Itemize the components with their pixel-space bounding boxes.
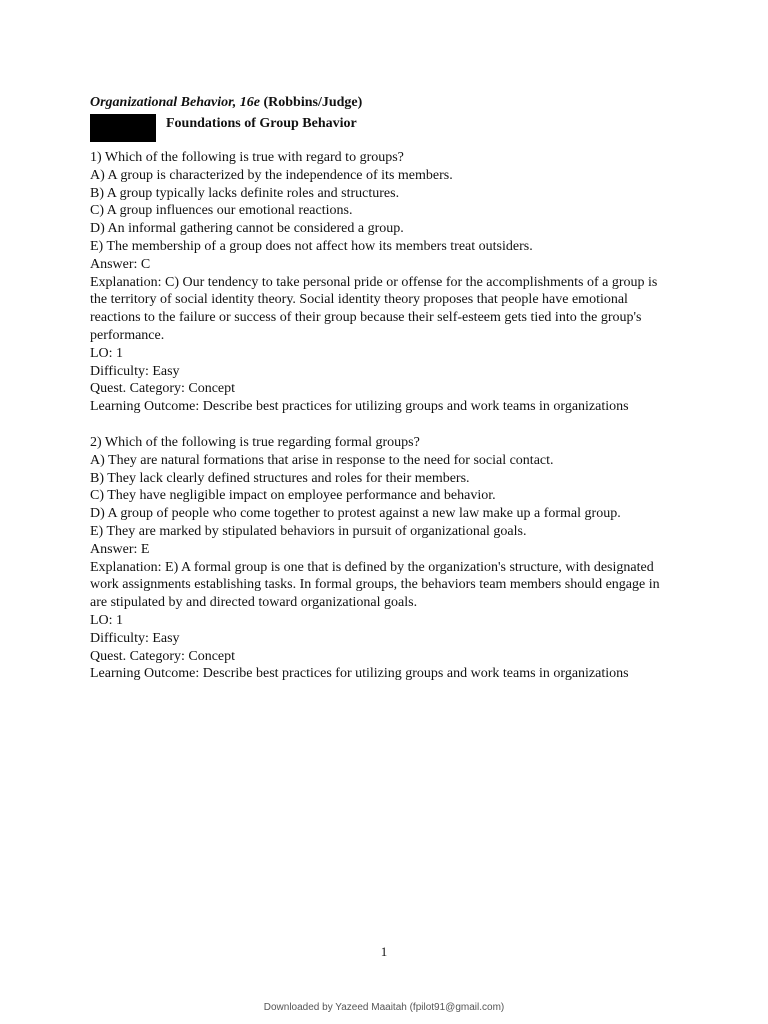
document-header <box>90 94 690 142</box>
book-authors: (Robbins/Judge) <box>259 95 363 110</box>
download-footer: Downloaded by Yazeed Maaitah (fpilot91@gmail.com) <box>263 1002 505 1013</box>
option-a: A) They are natural formations that arise in response to the need for social contact. <box>90 452 554 468</box>
question-category: Quest. Category: Concept <box>90 381 236 397</box>
explanation: Explanation: C) Our tendency to take personal pride or offense for the accomplishments of a group is the territory of social identity theory. Social identity theory proposes that people have emotional reactions to the failure or success of their group because their self-esteem gets tied into the group's performance. <box>90 274 658 343</box>
questions-list <box>90 149 690 701</box>
option-a: A) A group is characterized by the independence of its members. <box>90 167 453 183</box>
option-b: B) They lack clearly defined structures and roles for their members. <box>90 470 470 486</box>
answer: Answer: E <box>90 541 150 557</box>
book-title: Organizational Behavior, 16e <box>90 95 260 110</box>
question-1 <box>90 149 690 416</box>
learning-outcome: Learning Outcome: Describe best practices for utilizing groups and work teams in organizations <box>90 399 629 415</box>
option-c: C) They have negligible impact on employee performance and behavior. <box>90 488 496 504</box>
chapter-title: Foundations of Group Behavior <box>166 116 357 131</box>
option-d: D) An informal gathering cannot be considered a group. <box>90 221 404 237</box>
difficulty: Difficulty: Easy <box>90 630 180 646</box>
redaction-box <box>90 114 156 142</box>
option-e: E) The membership of a group does not affect how its members treat outsiders. <box>90 238 533 254</box>
book-line <box>90 94 690 112</box>
option-e: E) They are marked by stipulated behaviors in pursuit of organizational goals. <box>90 523 527 539</box>
question-stem: 2) Which of the following is true regarding formal groups? <box>90 434 420 450</box>
option-c: C) A group influences our emotional reactions. <box>90 203 353 219</box>
learning-objective: LO: 1 <box>90 345 124 361</box>
question-2 <box>90 434 690 683</box>
chapter-line <box>90 114 690 142</box>
question-category: Quest. Category: Concept <box>90 648 236 664</box>
learning-objective: LO: 1 <box>90 612 124 628</box>
question-stem: 1) Which of the following is true with regard to groups? <box>90 150 404 165</box>
explanation: Explanation: E) A formal group is one that is defined by the organization's structure, with designated work assignments establishing tasks. In formal groups, the behaviors team members should engage in are stipulated by and directed toward organizational goals. <box>90 559 660 611</box>
page-number: 1 <box>380 944 388 959</box>
option-d: D) A group of people who come together to protest against a new law make up a formal group. <box>90 506 621 522</box>
option-b: B) A group typically lacks definite roles and structures. <box>90 185 400 201</box>
answer: Answer: C <box>90 256 151 272</box>
difficulty: Difficulty: Easy <box>90 363 180 379</box>
learning-outcome: Learning Outcome: Describe best practices for utilizing groups and work teams in organizations <box>90 666 629 682</box>
